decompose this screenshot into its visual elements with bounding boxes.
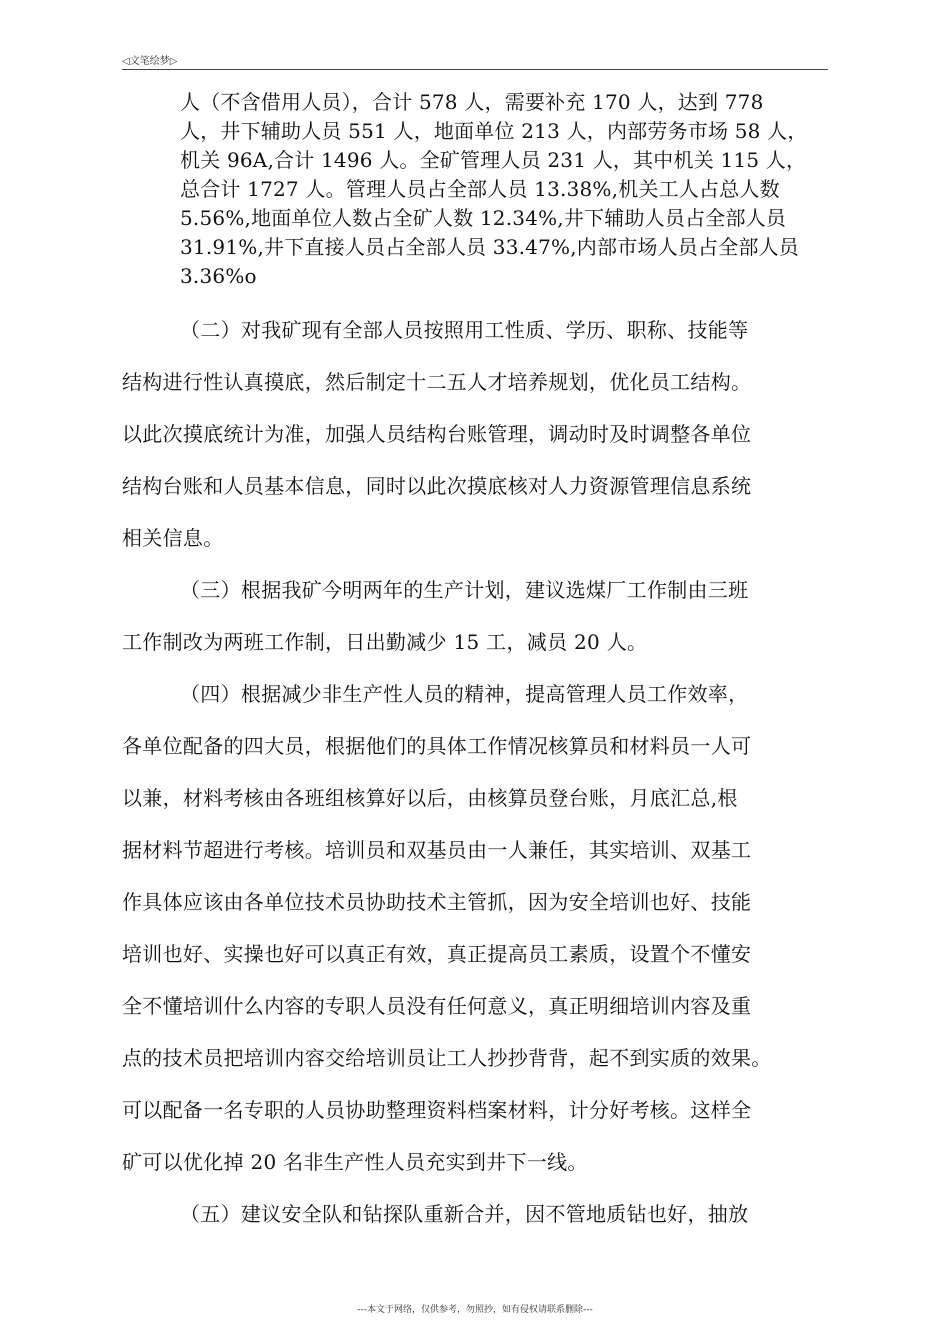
text-line: （三）根据我矿今明两年的生产计划，建议选煤厂工作制由三班: [180, 578, 749, 602]
text-line: 培训也好、实操也好可以真正有效，真正提高员工素质，设置个不懂安: [122, 942, 752, 966]
text-line: 相关信息。: [122, 526, 224, 550]
text-line: 全不懂培训什么内容的专职人员没有任何意义，真正明细培训内容及重: [122, 994, 752, 1018]
text-line: 人，井下辅助人员 551 人，地面单位 213 人，内部劳务市场 58 人，: [180, 119, 808, 143]
text-line: 31.91%,井下直接人员占全部人员 33.47%,内部市场人员占全部人员: [180, 235, 799, 259]
text-line: 点的技术员把培训内容交给培训员让工人抄抄背背，起不到实质的效果。: [122, 1046, 772, 1070]
paragraph-section-4: [122, 668, 828, 1188]
text-line: 3.36%o: [180, 264, 257, 288]
text-line: 以兼，材料考核由各班组核算好以后，由核算员登台账，月底汇总,根: [122, 786, 738, 810]
paragraph-section-5: [122, 1188, 828, 1240]
text-line: 作具体应该由各单位技术员协助技术主管抓，因为安全培训也好、技能: [122, 890, 752, 914]
header-divider: [122, 69, 828, 70]
text-line: 可以配备一名专职的人员协助整理资料档案材料，计分好考核。这样全: [122, 1098, 752, 1122]
text-line: 工作制改为两班工作制，日出勤减少 15 工，减员 20 人。: [122, 630, 648, 654]
text-line: 各单位配备的四大员，根据他们的具体工作情况核算员和材料员一人可: [122, 734, 752, 758]
text-line: 机关 96A,合计 1496 人。全矿管理人员 231 人，其中机关 115 人，: [180, 148, 807, 172]
text-line: 结构进行性认真摸底，然后制定十二五人才培养规划，优化员工结构。: [122, 370, 752, 394]
page-header: ◁文笔绘梦▷: [122, 56, 178, 67]
page-footer: ---本文于网络，仅供参考，勿照抄，如有侵权请联系删除---: [357, 1305, 593, 1315]
paragraph-section-3: [122, 564, 828, 668]
text-line: （五）建议安全队和钻探队重新合并，因不管地质钻也好，抽放: [180, 1202, 749, 1226]
text-line: 以此次摸底统计为准，加强人员结构台账管理，调动时及时调整各单位: [122, 422, 752, 446]
text-line: 总合计 1727 人。管理人员占全部人员 13.38%,机关工人占总人数: [180, 177, 780, 201]
text-line: 据材料节超进行考核。培训员和双基员由一人兼任，其实培训、双基工: [122, 838, 752, 862]
text-line: 5.56%,地面单位人数占全矿人数 12.34%,井下辅助人员占全部人员: [180, 206, 787, 230]
text-line: （二）对我矿现有全部人员按照用工性质、学历、职称、技能等: [180, 318, 749, 342]
text-line: 结构台账和人员基本信息，同时以此次摸底核对人力资源管理信息系统: [122, 474, 752, 498]
paragraph-section-2: [122, 304, 828, 564]
document-body: [122, 88, 828, 1240]
text-line: 人（不含借用人员），合计 578 人，需要补充 170 人，达到 778: [180, 90, 764, 114]
text-line: （四）根据减少非生产性人员的精神，提高管理人员工作效率，: [180, 682, 749, 706]
text-line: 矿可以优化掉 20 名非生产性人员充实到井下一线。: [122, 1150, 588, 1174]
statistics-paragraph: [122, 88, 828, 291]
